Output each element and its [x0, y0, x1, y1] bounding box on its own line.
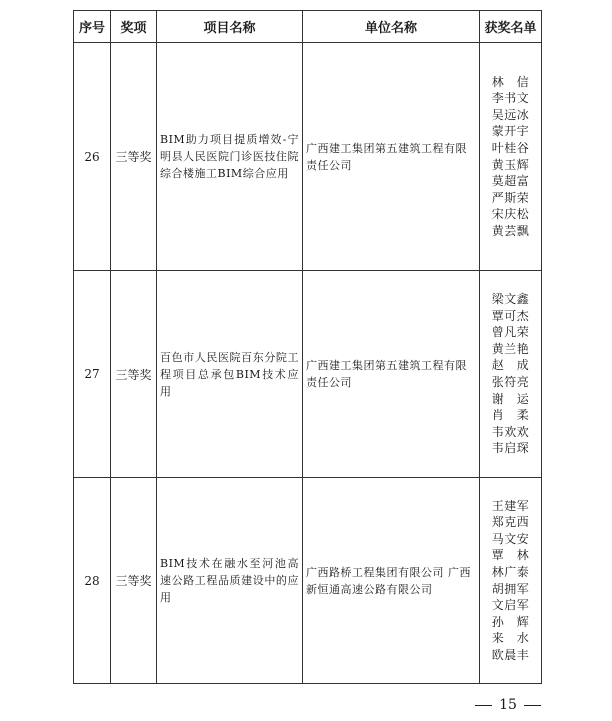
winner-name: 严斯荣 — [491, 190, 530, 205]
winners-cell — [480, 271, 542, 478]
project-cell: BIM助力项目提质增效-宁明县人民医院门诊医技住院综合楼施工BIM综合应用 — [157, 43, 303, 271]
winners-list — [480, 74, 541, 240]
page-number: 15 — [499, 697, 517, 713]
table-row — [74, 271, 542, 478]
winners-cell — [480, 43, 542, 271]
winner-name: 叶桂谷 — [491, 140, 530, 155]
winner-name: 韦欢欢 — [491, 424, 530, 439]
header-award: 奖项 — [111, 11, 157, 43]
serial-cell: 26 — [74, 43, 111, 271]
winner-name: 林 信 — [491, 74, 530, 89]
project-cell: 百色市人民医院百东分院工程项目总承包BIM技术应用 — [157, 271, 303, 478]
project-cell: BIM技术在融水至河池高速公路工程品质建设中的应用 — [157, 478, 303, 684]
winners-cell — [480, 478, 542, 684]
winner-name: 梁文鑫 — [491, 292, 530, 307]
header-unit: 单位名称 — [303, 11, 480, 43]
winner-name: 蒙开宇 — [491, 124, 530, 139]
winner-name: 李书文 — [491, 91, 530, 106]
winners-list — [480, 291, 541, 457]
header-row — [74, 11, 542, 43]
winner-name: 黄芸飘 — [491, 223, 530, 238]
unit-cell: 广西建工集团第五建筑工程有限责任公司 — [303, 43, 480, 271]
winner-name: 黄玉辉 — [491, 157, 530, 172]
footer-dash-left — [475, 705, 492, 706]
winner-name: 谢 运 — [491, 391, 530, 406]
table-row — [74, 478, 542, 684]
page-footer — [468, 697, 548, 713]
table-row — [74, 43, 542, 271]
serial-cell: 28 — [74, 478, 111, 684]
winner-name: 来 水 — [491, 631, 530, 646]
winner-name: 赵 成 — [491, 358, 530, 373]
winner-name: 曾凡荣 — [491, 325, 530, 340]
winner-name: 覃 林 — [491, 548, 530, 563]
winner-name: 覃可杰 — [491, 308, 530, 323]
header-project: 项目名称 — [157, 11, 303, 43]
winner-name: 莫超富 — [491, 174, 530, 189]
winner-name: 韦启琛 — [491, 441, 530, 456]
winners-list — [480, 498, 541, 664]
award-cell: 三等奖 — [111, 478, 157, 684]
winner-name: 胡拥军 — [491, 581, 530, 596]
winner-name: 马文安 — [491, 531, 530, 546]
unit-cell: 广西路桥工程集团有限公司 广西新恒通高速公路有限公司 — [303, 478, 480, 684]
winner-name: 张符亮 — [491, 375, 530, 389]
winner-name: 孙 辉 — [491, 614, 530, 629]
header-serial: 序号 — [74, 11, 111, 43]
winner-name: 宋庆松 — [491, 207, 530, 222]
serial-cell: 27 — [74, 271, 111, 478]
winner-name: 欧晨丰 — [491, 647, 530, 662]
award-cell: 三等奖 — [111, 271, 157, 478]
footer-dash-right — [524, 705, 541, 706]
winner-name: 吴远冰 — [491, 107, 530, 122]
winner-name: 林广泰 — [491, 564, 530, 579]
winner-name: 文启军 — [491, 598, 530, 613]
awards-table — [73, 10, 542, 684]
winner-name: 郑克西 — [491, 515, 530, 530]
winner-name: 肖 柔 — [491, 408, 530, 423]
winner-name: 王建军 — [491, 498, 530, 513]
winner-name: 黄兰艳 — [491, 341, 530, 356]
unit-cell: 广西建工集团第五建筑工程有限责任公司 — [303, 271, 480, 478]
header-winners: 获奖名单 — [480, 11, 542, 43]
award-cell: 三等奖 — [111, 43, 157, 271]
